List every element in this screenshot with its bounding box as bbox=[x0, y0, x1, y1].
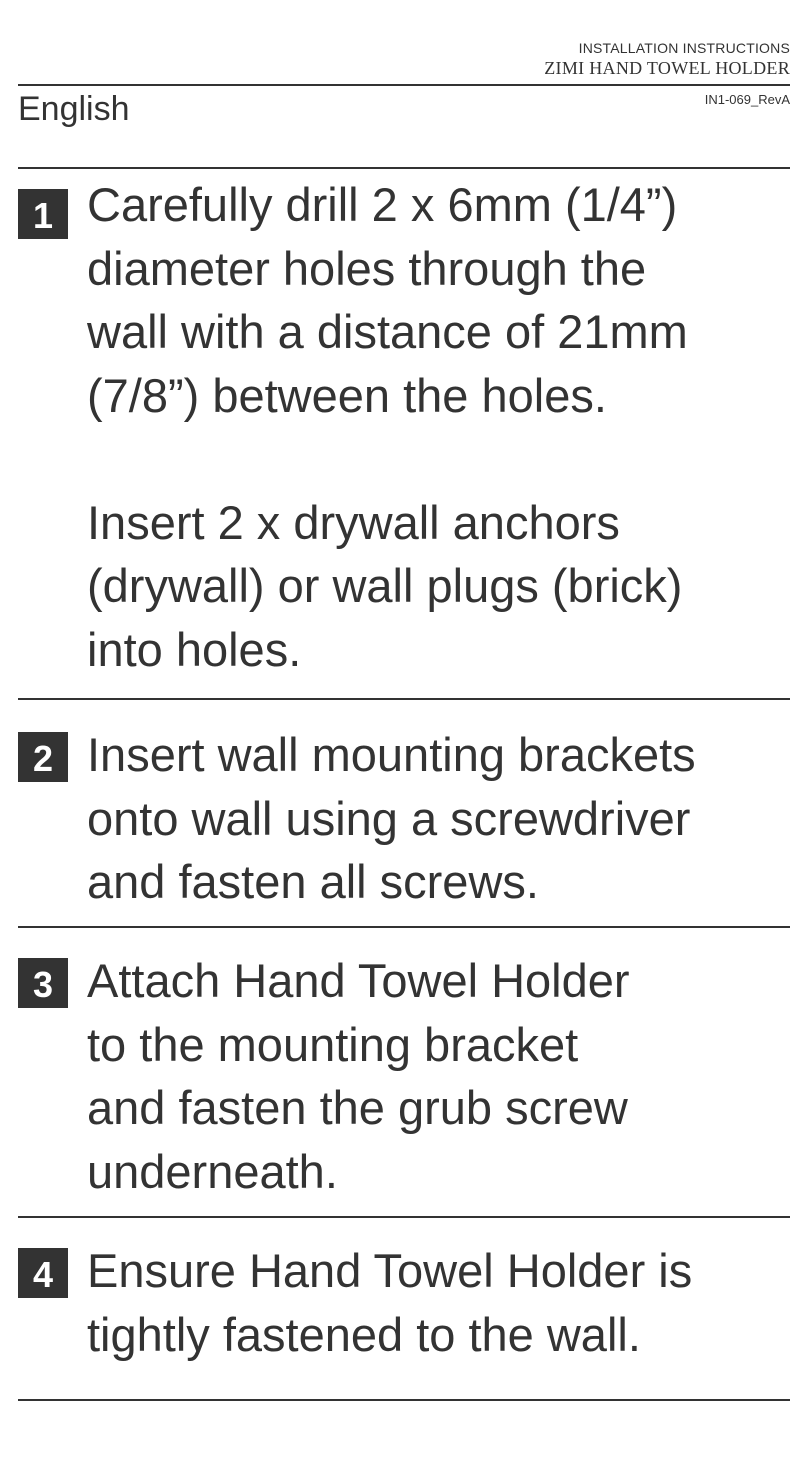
instruction-line: and fasten the grub screw bbox=[87, 1081, 628, 1134]
document-code: IN1-069_RevA bbox=[704, 92, 790, 107]
header-divider bbox=[18, 84, 790, 86]
section-divider bbox=[18, 926, 790, 928]
language-label: English bbox=[18, 90, 130, 128]
document-kicker: INSTALLATION INSTRUCTIONS bbox=[578, 40, 790, 56]
instruction-line: Insert 2 x drywall anchors bbox=[87, 495, 620, 549]
instruction-line: into holes. bbox=[87, 622, 302, 676]
section-divider bbox=[18, 698, 790, 700]
instruction-line: Ensure Hand Towel Holder is bbox=[87, 1244, 693, 1297]
paragraph-gap bbox=[87, 427, 787, 491]
instruction-line: Attach Hand Towel Holder bbox=[87, 954, 630, 1007]
instruction-line: onto wall using a screwdriver bbox=[87, 791, 691, 845]
instruction-line: and fasten all screws. bbox=[87, 855, 539, 908]
instruction-line: underneath. bbox=[87, 1144, 338, 1198]
instruction-line: (7/8”) between the holes. bbox=[87, 368, 607, 422]
step-number-badge: 1 bbox=[18, 189, 68, 239]
step-instructions bbox=[87, 723, 787, 914]
step-instructions bbox=[87, 949, 787, 1203]
step-number-badge: 2 bbox=[18, 732, 68, 782]
section-divider bbox=[18, 1399, 790, 1401]
step-instructions bbox=[87, 1239, 787, 1366]
step-number-badge: 3 bbox=[18, 958, 68, 1008]
instruction-line: wall with a distance of 21mm bbox=[87, 305, 688, 358]
instruction-line: diameter holes through the bbox=[87, 241, 647, 295]
instruction-line: Insert wall mounting brackets bbox=[87, 728, 696, 781]
section-divider bbox=[18, 167, 790, 169]
instruction-line: Carefully drill 2 x 6mm (1/4”) bbox=[87, 178, 678, 231]
instruction-line: to the mounting bracket bbox=[87, 1017, 579, 1071]
instruction-line: (drywall) or wall plugs (brick) bbox=[87, 559, 683, 612]
product-title: ZIMI HAND TOWEL HOLDER bbox=[544, 58, 790, 78]
step-instructions bbox=[87, 173, 787, 681]
instruction-line: tightly fastened to the wall. bbox=[87, 1307, 641, 1361]
step-number-badge: 4 bbox=[18, 1248, 68, 1298]
section-divider bbox=[18, 1216, 790, 1218]
